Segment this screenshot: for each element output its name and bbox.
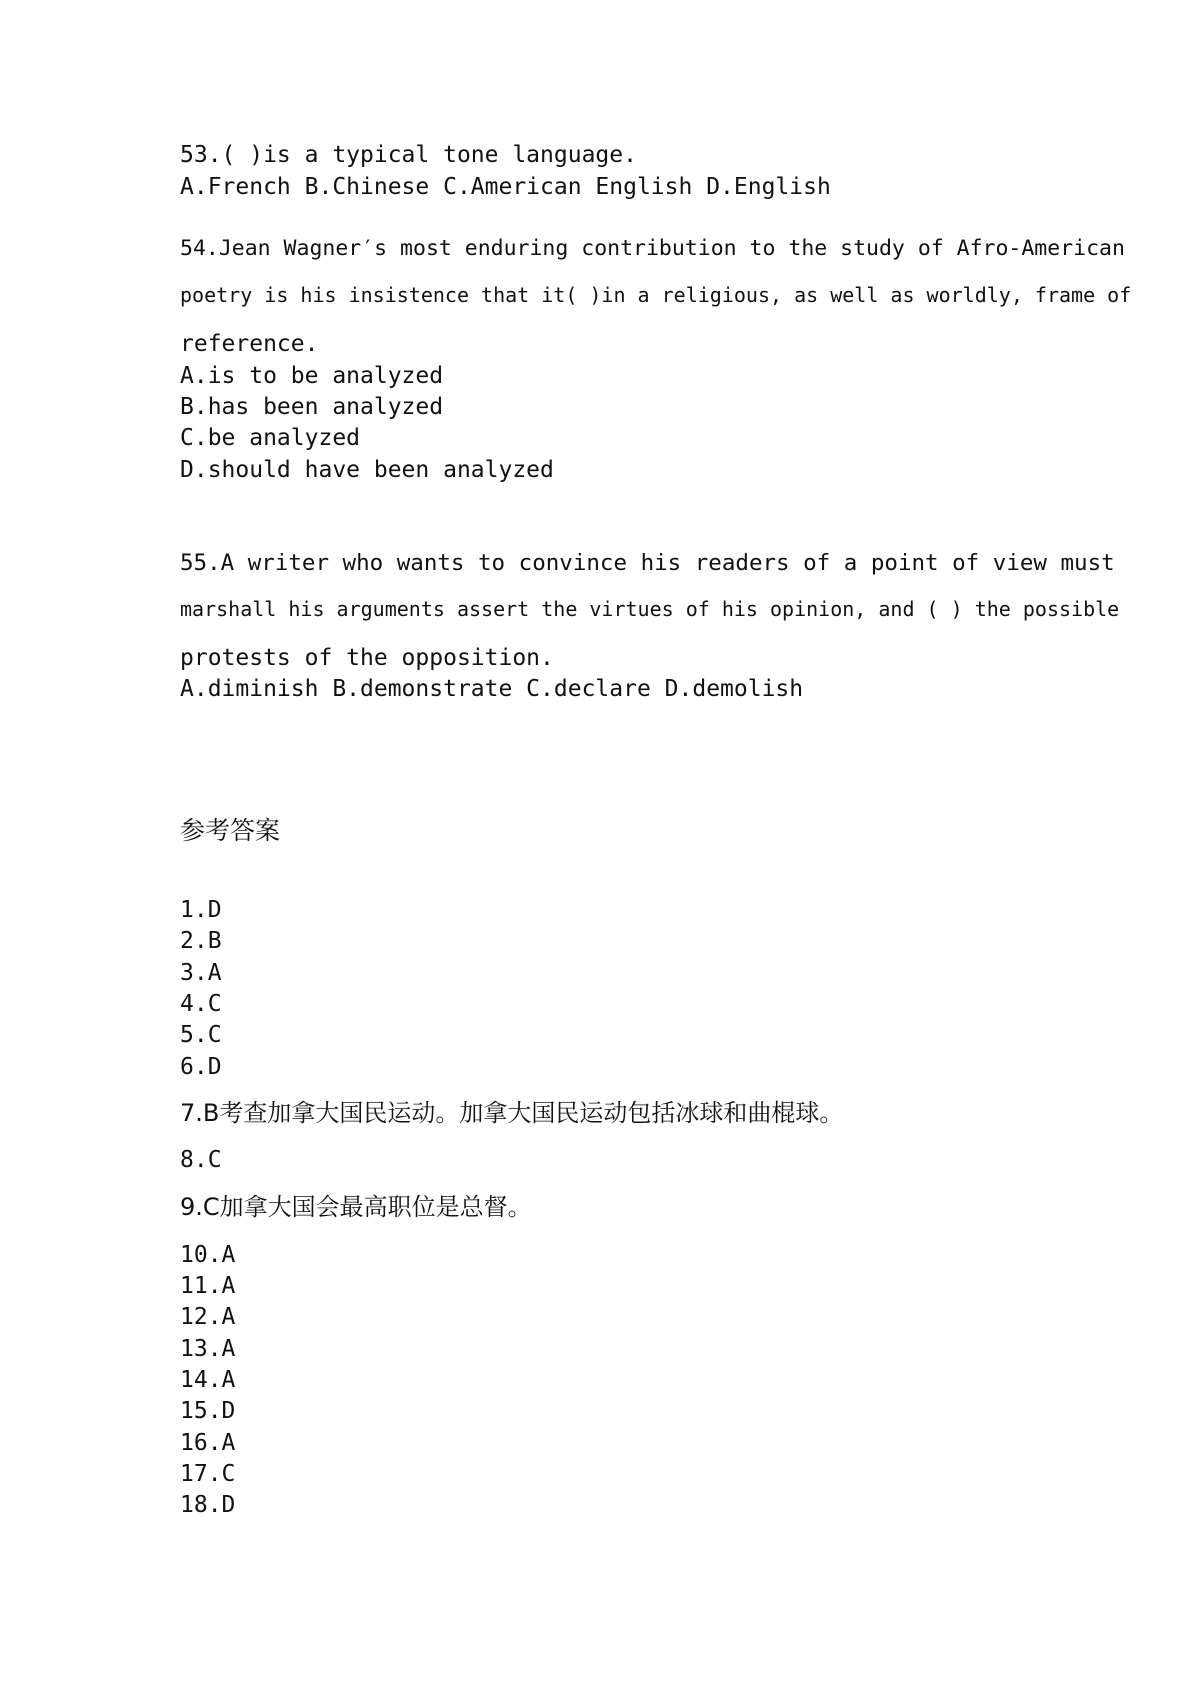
answer-item: 4.C (180, 991, 222, 1017)
answer-item: 8.C (180, 1147, 222, 1173)
question-55-line-2: marshall his arguments assert the virtues of his opinion, and ( ) the possible (180, 597, 1120, 621)
question-54-line-1: 54.Jean Wagner′s most enduring contribution to the study of Afro-American (180, 236, 1125, 261)
answer-item: 5.C (180, 1022, 222, 1048)
answer-item-7: 7.B考查加拿大国民运动。加拿大国民运动包括冰球和曲棍球。 (180, 1099, 844, 1127)
question-54-option-d: D.should have been analyzed (180, 457, 554, 483)
answer-item: 18.D (180, 1492, 236, 1518)
question-54-option-a: A.is to be analyzed (180, 363, 444, 389)
question-53-options: A.French B.Chinese C.American English D.English (180, 174, 831, 200)
answer-item: 6.D (180, 1054, 222, 1080)
question-55-line-3: protests of the opposition. (180, 645, 554, 671)
question-54-option-c: C.be analyzed (180, 425, 361, 451)
answer-item: 14.A (180, 1367, 236, 1393)
question-54-option-b: B.has been analyzed (180, 394, 444, 420)
answer-item-9: 9.C加拿大国会最高职位是总督。 (180, 1193, 532, 1221)
answer-item: 17.C (180, 1461, 236, 1487)
answer-item: 15.D (180, 1398, 236, 1424)
question-55-line-1: 55.A writer who wants to convince his readers of a point of view must (180, 550, 1115, 576)
answer-item: 3.A (180, 960, 222, 986)
answer-item: 11.A (180, 1273, 236, 1299)
answer-item: 2.B (180, 928, 222, 954)
answer-item: 10.A (180, 1242, 236, 1268)
answer-item: 16.A (180, 1430, 236, 1456)
answer-item: 12.A (180, 1304, 236, 1330)
question-55-options: A.diminish B.demonstrate C.declare D.demolish (180, 676, 804, 702)
question-54-line-3: reference. (180, 331, 319, 357)
answers-heading: 参考答案 (180, 816, 281, 845)
answer-item: 1.D (180, 897, 222, 923)
answer-item: 13.A (180, 1336, 236, 1362)
question-54-line-2: poetry is his insistence that it( )in a religious, as well as worldly, frame of (180, 283, 1132, 307)
question-53-stem: 53.( )is a typical tone language. (180, 142, 637, 168)
